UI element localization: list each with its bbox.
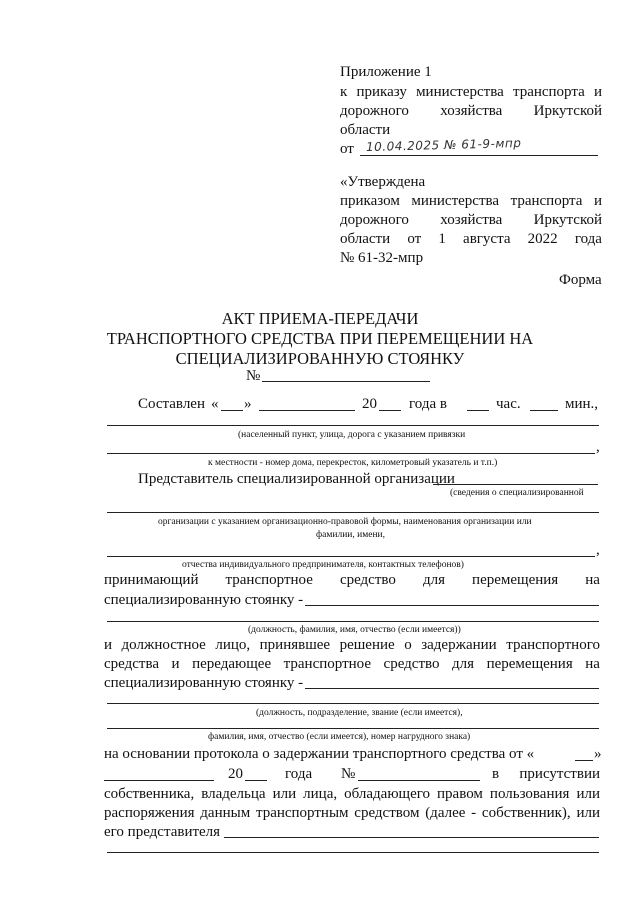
- word: о: [404, 637, 412, 653]
- title-line1: АКТ ПРИЕМА-ПЕРЕДАЧИ: [221, 309, 419, 328]
- year-prefix: 20: [362, 396, 377, 412]
- org-line2: [107, 556, 595, 557]
- word: принимающий: [104, 572, 199, 588]
- word: дорожного: [340, 212, 409, 228]
- word: или: [272, 786, 297, 802]
- word: и: [171, 656, 180, 672]
- protocol-year-word: года: [285, 766, 313, 782]
- word: и: [104, 637, 113, 653]
- number-sign: №: [246, 368, 261, 384]
- word: лицо,: [215, 637, 251, 653]
- word: министерства: [411, 193, 500, 209]
- caption-official2: фамилия, имя, отчество (если имеется), номер нагрудного знака): [208, 732, 471, 742]
- protocol-label: на основании протокола о задержании транспортного средства от «: [104, 746, 535, 762]
- title-line3: СПЕЦИАЛИЗИРОВАННУЮ СТОЯНКУ: [175, 349, 465, 368]
- place-line1: [107, 425, 599, 426]
- approved-line3: [340, 210, 602, 230]
- caption-org1: (сведения о специализированной: [450, 488, 584, 498]
- representative-label: Представитель специализированной организации: [138, 471, 455, 487]
- owner-line1: [104, 784, 600, 804]
- word: года: [574, 231, 602, 247]
- representative2-label: его представителя: [104, 824, 221, 840]
- word: задержании: [421, 637, 497, 653]
- composed-quote-open: «: [211, 396, 219, 412]
- presence-label: [492, 764, 600, 784]
- approved-line4: [340, 229, 602, 249]
- official-line: [107, 703, 599, 704]
- org-line1: [107, 512, 599, 513]
- minute-line: [530, 410, 558, 411]
- minute-label: мин.,: [565, 396, 599, 412]
- org-comma: ,: [596, 542, 600, 558]
- protocol-month-line: [104, 780, 214, 781]
- word: собственника,: [104, 786, 195, 802]
- approved-line5: № 61-32-мпр: [340, 250, 424, 266]
- composed-label: Составлен: [138, 396, 205, 412]
- word: в: [492, 766, 500, 782]
- word: средством: [354, 805, 420, 821]
- protocol-number-sign: №: [341, 766, 356, 782]
- protocol-year-prefix: 20: [228, 766, 243, 782]
- word: и: [593, 193, 602, 209]
- appendix-title: Приложение 1: [340, 64, 432, 80]
- word: 2022: [527, 231, 558, 247]
- word: правом: [437, 786, 483, 802]
- word: решение: [339, 637, 395, 653]
- hour-label: час.: [496, 396, 521, 412]
- protocol-number-line: [358, 780, 480, 781]
- place-line2: [107, 453, 595, 454]
- word: транспортным: [255, 805, 349, 821]
- composed-quote-close: »: [244, 396, 252, 412]
- word: транспорта: [510, 193, 583, 209]
- receiver-line: [107, 621, 599, 622]
- word: транспортное: [283, 656, 371, 672]
- representative-line: [433, 484, 598, 485]
- owner-line2: [104, 803, 600, 823]
- word: или: [576, 786, 600, 802]
- approved-title: «Утверждена: [340, 174, 426, 190]
- official-line2: [104, 654, 600, 674]
- word: дорожного: [340, 103, 409, 119]
- word: транспорта: [512, 84, 585, 100]
- word: транспортное: [225, 572, 313, 588]
- word: августа: [463, 231, 511, 247]
- place-comma: ,: [596, 439, 600, 455]
- word: передающее: [192, 656, 272, 672]
- word: на: [585, 572, 600, 588]
- appendix-line2: [340, 82, 602, 102]
- word: хозяйства: [440, 103, 503, 119]
- word: приказом: [340, 193, 400, 209]
- word: принявшее: [259, 637, 331, 653]
- year-word: года в: [409, 396, 447, 412]
- word: Иркутской: [533, 103, 602, 119]
- caption-receiver: (должность, фамилия, имя, отчество (если имеется)): [248, 625, 461, 635]
- handwritten-date-number: 10.04.2025 № 61-9-мпр: [365, 135, 522, 155]
- word: приказу: [356, 84, 407, 100]
- accepting-line: [104, 570, 600, 590]
- caption-official1: (должность, подразделение, звание (если имеется),: [256, 708, 463, 718]
- word: для: [422, 572, 445, 588]
- parking-line1: [305, 605, 599, 606]
- caption-org3: фамилии, имени,: [316, 530, 385, 540]
- representative2-line: [224, 837, 599, 838]
- parking-label2: специализированную стоянку -: [104, 675, 304, 691]
- word: области: [340, 231, 391, 247]
- caption-place1: (населенный пункт, улица, дорога с указанием привязки: [238, 430, 466, 440]
- parking-label1: специализированную стоянку -: [104, 592, 304, 608]
- word: от: [407, 231, 422, 247]
- word: лица,: [303, 786, 338, 802]
- protocol-day-line: [575, 760, 593, 761]
- protocol-quote-close: »: [594, 746, 602, 762]
- word: средство: [383, 656, 440, 672]
- word: перемещения: [486, 656, 573, 672]
- number-line: [262, 381, 430, 382]
- word: министерства: [416, 84, 504, 100]
- word: к: [340, 84, 348, 100]
- caption-org4: отчества индивидуального предпринимателя, контактных телефонов): [182, 560, 464, 570]
- word: транспортного: [506, 637, 600, 653]
- word: -: [471, 805, 477, 821]
- word: и: [593, 84, 602, 100]
- official-name-line: [107, 728, 599, 729]
- hour-line: [467, 410, 489, 411]
- word: пользования: [489, 786, 570, 802]
- appendix-line4: области: [340, 122, 391, 138]
- word: на: [585, 656, 600, 672]
- day-line: [221, 410, 243, 411]
- caption-place2: к местности - номер дома, перекресток, километровый указатель и т.п.): [208, 458, 498, 468]
- month-line: [259, 410, 355, 411]
- title-line2: ТРАНСПОРТНОГО СРЕДСТВА ПРИ ПЕРЕМЕЩЕНИИ НА: [106, 329, 534, 348]
- word: средство: [339, 572, 396, 588]
- approved-line2: [340, 191, 602, 211]
- caption-org2: организации с указанием организационно-правовой формы, наименования организации или: [158, 517, 532, 527]
- word: Иркутской: [533, 212, 602, 228]
- word: для: [452, 656, 475, 672]
- word: 1: [438, 231, 446, 247]
- word: распоряжения: [104, 805, 195, 821]
- word: данным: [200, 805, 251, 821]
- word: (далее: [425, 805, 466, 821]
- word: хозяйства: [440, 212, 503, 228]
- form-label: Форма: [559, 272, 602, 288]
- word: перемещения: [472, 572, 559, 588]
- word: присутствии: [519, 766, 600, 782]
- appendix-line3: [340, 101, 602, 121]
- appendix-date-line: [360, 155, 598, 156]
- appendix-date-prefix: от: [340, 141, 354, 157]
- official-line1: [104, 635, 600, 655]
- word: или: [576, 805, 600, 821]
- word: должностное: [121, 637, 206, 653]
- parking-line2: [305, 688, 599, 689]
- word: средства: [104, 656, 160, 672]
- word: владельца: [201, 786, 266, 802]
- final-line: [107, 852, 599, 853]
- year-line: [379, 410, 401, 411]
- word: обладающего: [344, 786, 431, 802]
- protocol-year-line: [245, 780, 267, 781]
- word: собственник),: [481, 805, 571, 821]
